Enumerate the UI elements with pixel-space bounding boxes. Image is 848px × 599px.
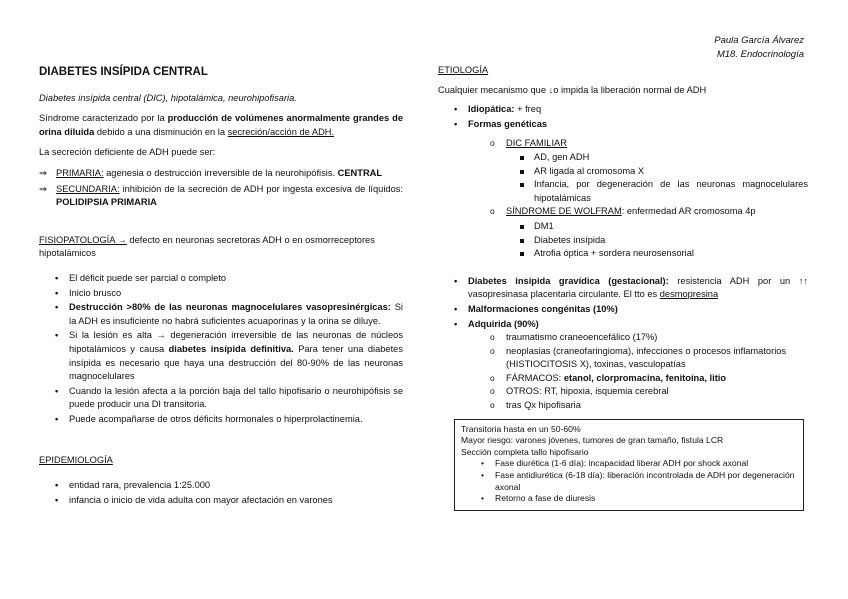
list-item-text: Si la lesión es alta → degeneración irreversible de las neuronas de núcleos hipotalámicos y causa bbox=[69, 330, 403, 354]
list-item-text: entidad rara, prevalencia 1:25.000 bbox=[69, 480, 211, 491]
arrow-icon: ⇒ bbox=[39, 183, 47, 194]
list-item bbox=[461, 493, 797, 505]
list-item-text: El déficit puede ser parcial o completo bbox=[69, 272, 227, 283]
fisiopatologia-heading: FISIOPATOLOGÍA → bbox=[39, 234, 127, 245]
list-item bbox=[39, 479, 403, 493]
intro-bold: producción de volúmenes anormalmente grandes de orina diluida bbox=[39, 113, 404, 137]
list-item-text: Fase antidiurética (6-18 día): liberación incontrolada de ADH por degeneración axonal bbox=[495, 470, 795, 492]
list-item-text: Puede acompañarse de otros déficits hormonales o hiperprolactinemia. bbox=[69, 413, 363, 424]
box-line: Transitoria hasta en un 50-60% bbox=[461, 423, 581, 434]
list-item-text: Para tener una diabetes insípida es necesario que haya una destrucción del 80-90% de las neuronas magnocelulares bbox=[69, 343, 403, 382]
list-item bbox=[39, 287, 403, 301]
course-name: M18. Endocrinología bbox=[716, 49, 804, 60]
list-item bbox=[476, 399, 808, 413]
list-item-bold: diabetes insípida definitiva. bbox=[168, 343, 294, 354]
secundaria-row bbox=[39, 183, 403, 210]
fisiopatologia-list bbox=[39, 272, 403, 427]
formas-geneticas: Formas genéticas bbox=[468, 118, 548, 129]
gravidica-label: Diabetes insípida gravídica (gestacional): bbox=[468, 275, 669, 286]
dic-familiar-list bbox=[506, 151, 808, 205]
list-item bbox=[506, 165, 808, 179]
list-item-text: DM1 bbox=[534, 220, 554, 231]
primaria-label: PRIMARIA: bbox=[56, 167, 104, 178]
list-item-bold: Destrucción >80% de las neuronas magnocelulares vasopresinérgicas: bbox=[69, 302, 391, 313]
secundaria-label: SECUNDARIA: bbox=[56, 183, 120, 194]
list-item-text: infancia o inicio de vida adulta con mayor afectación en varones bbox=[69, 494, 333, 505]
farmacos-label: FÁRMACOS: bbox=[506, 372, 564, 383]
farmacos-bold: etanol, clorpromacina, fenitoína, litio bbox=[563, 372, 727, 383]
list-item-text: Fase diurética (1-6 día): incapacidad liberar ADH por shock axonal bbox=[495, 458, 749, 469]
page-title: DIABETES INSÍPIDA CENTRAL bbox=[39, 66, 208, 78]
list-item bbox=[438, 303, 808, 317]
etiologia-section bbox=[438, 64, 808, 78]
intro-underlined: secreción/acción de ADH. bbox=[227, 126, 335, 137]
author-block bbox=[714, 34, 804, 62]
list-item-text: Si la ADH es insuficiente no habrá suficientes acuaporinas y la orina se diluye. bbox=[69, 302, 404, 326]
dic-familiar-label: DIC FAMILIAR bbox=[506, 138, 567, 149]
list-item bbox=[438, 103, 808, 117]
list-item-text: Cuando la lesión afecta a la porción baja del tallo hipofisario o neurohipófisis se puede producir una DI transitoria. bbox=[69, 385, 403, 410]
list-item bbox=[39, 494, 403, 508]
info-box bbox=[454, 419, 804, 511]
list-item bbox=[506, 151, 808, 165]
list-item-text: Inicio brusco bbox=[69, 287, 122, 298]
adquirida-label: Adquirida (90%) bbox=[468, 318, 539, 329]
list-item-text: Infancia, por degeneración de las neuronas magnocelulares hipotalámicas bbox=[534, 179, 808, 203]
idiopatica-label: Idiopática: bbox=[468, 104, 515, 115]
secundaria-desc: inhibición de la secreción de ADH por ingesta excesiva de líquidos: bbox=[119, 183, 403, 194]
epidemiologia-section bbox=[39, 454, 403, 468]
wolfram-label: SÍNDROME DE WOLFRAM bbox=[506, 206, 622, 217]
epidemiologia-list bbox=[39, 479, 403, 507]
list-item bbox=[506, 220, 808, 234]
primaria-desc: agenesia o destrucción irreversible de la neurohipófisis. bbox=[103, 167, 338, 178]
list-item bbox=[438, 275, 808, 302]
author-name: Paula García Álvarez bbox=[714, 35, 804, 46]
left-column bbox=[39, 64, 403, 508]
etiologia-heading: ETIOLOGÍA bbox=[438, 65, 489, 75]
epidemiologia-heading: EPIDEMIOLOGÍA bbox=[39, 455, 113, 466]
list-item bbox=[461, 470, 797, 493]
primaria-bold: CENTRAL bbox=[337, 167, 383, 178]
list-item bbox=[506, 178, 808, 205]
fisiopatologia-text: defecto en neuronas secretoras ADH o en osmorreceptores hipotalámicos bbox=[39, 234, 375, 259]
list-item bbox=[39, 329, 403, 383]
intro-paragraph bbox=[39, 112, 403, 139]
list-item bbox=[39, 413, 403, 427]
genetic-sublist bbox=[476, 137, 808, 260]
list-item-text: Atrofia óptica + sordera neurosensorial bbox=[534, 248, 694, 259]
list-item-text: Retorno a fase de diuresis bbox=[495, 493, 596, 504]
etiologia-intro: Cualquier mecanismo que ↓o impida la liberación normal de ADH bbox=[438, 84, 707, 95]
list-item bbox=[476, 137, 808, 205]
list-item bbox=[438, 318, 808, 413]
list-item bbox=[506, 234, 808, 248]
fisiopatologia-section bbox=[39, 234, 403, 261]
list-item bbox=[39, 272, 403, 286]
primaria-row bbox=[39, 167, 403, 181]
gravidica-text: resistencia ADH por un ↑↑ vasopresinasa placentaria circulante. El tto es bbox=[468, 275, 808, 300]
list-item-text: traumatismo craneoencefálico (17%) bbox=[506, 332, 658, 343]
intro-text: Síndrome caracterizado por la bbox=[39, 113, 168, 124]
list-item bbox=[476, 385, 808, 399]
list-item-text: OTROS: RT, hipoxia, isquemia cerebral bbox=[506, 386, 669, 397]
list-item bbox=[476, 331, 808, 345]
list-item bbox=[476, 345, 808, 372]
list-item bbox=[476, 205, 808, 260]
intro-text-2: debido a una disminución en la bbox=[94, 126, 228, 137]
secundaria-text bbox=[56, 183, 403, 210]
idiopatica-text: + freq bbox=[514, 104, 542, 115]
adquirida-sublist bbox=[476, 331, 808, 413]
right-column bbox=[438, 64, 808, 511]
list-item-text: AD, gen ADH bbox=[534, 151, 590, 162]
list-item bbox=[438, 118, 808, 261]
arrow-icon: ⇒ bbox=[39, 167, 47, 178]
malformaciones: Malformaciones congénitas (10%) bbox=[468, 303, 618, 314]
box-list bbox=[461, 458, 797, 504]
list-item bbox=[39, 301, 403, 328]
deficit-intro: La secreción deficiente de ADH puede ser: bbox=[39, 147, 216, 158]
etiologia-list bbox=[438, 103, 808, 412]
list-item bbox=[39, 385, 403, 412]
list-item-text: AR ligada al cromosoma X bbox=[534, 165, 645, 176]
list-item bbox=[506, 247, 808, 261]
subtitle: Diabetes insípida central (DIC), hipotalámica, neurohipofisaria. bbox=[39, 92, 297, 103]
list-item bbox=[476, 372, 808, 386]
desmopresina-text: desmopresina bbox=[659, 289, 719, 300]
list-item-text: neoplasias (craneofaringioma), infecciones o procesos inflamatorios (HISTIOCITOSIS X), toxinas, vasculopatías bbox=[506, 345, 787, 370]
box-line: Sección completa tallo hipofisario bbox=[461, 446, 589, 457]
box-line: Mayor riesgo: varones jóvenes, tumores de gran tamaño, fistula LCR bbox=[461, 435, 724, 446]
list-item-text: Diabetes insípida bbox=[534, 234, 606, 245]
list-item-text: tras Qx hipofisaria bbox=[506, 400, 581, 411]
wolfram-list bbox=[506, 220, 808, 261]
primaria-text bbox=[56, 167, 403, 181]
secundaria-bold: POLIDIPSIA PRIMARIA bbox=[56, 197, 157, 208]
list-item bbox=[461, 458, 797, 470]
wolfram-text: : enfermedad AR cromosoma 4p bbox=[621, 206, 756, 217]
